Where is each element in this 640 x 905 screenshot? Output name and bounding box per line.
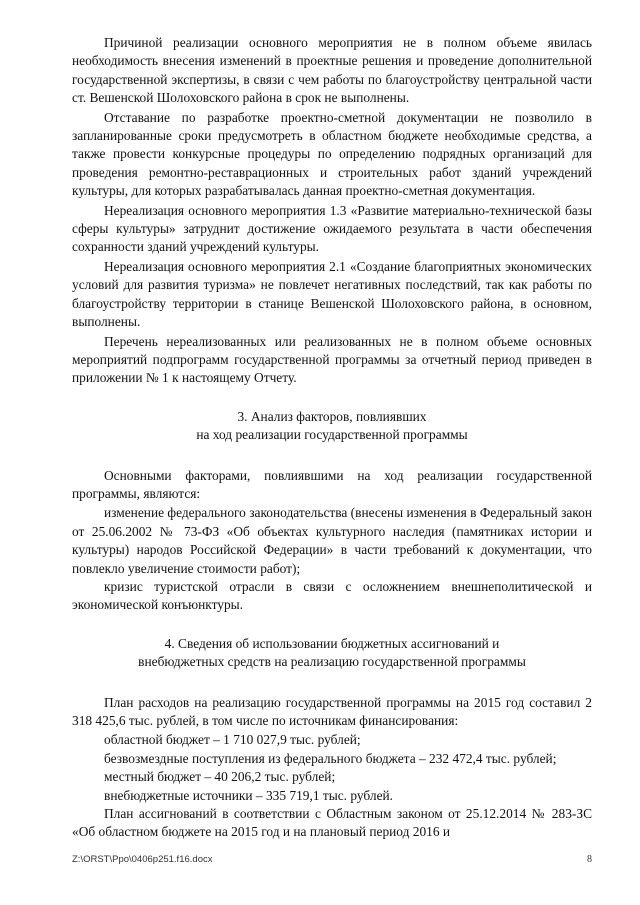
paragraph-measure-1-3: Нереализация основного мероприятия 1.3 «Развитие материально-технической базы сферы культуры» затруднит достижение ожидаемого результата в части обеспечения сохранности зданий учреждений культуры. bbox=[72, 202, 592, 255]
section-4-title-line2: внебюджетных средств на реализацию государственной программы bbox=[138, 654, 526, 670]
section-4-heading bbox=[72, 635, 592, 672]
source-local-budget: местный бюджет – 40 206,2 тыс. рублей; bbox=[104, 769, 336, 785]
footer-file-path: Z:\ORST\Ppo\0406p251.f16.docx bbox=[72, 854, 213, 865]
section-3-heading bbox=[72, 408, 592, 445]
document-page bbox=[72, 34, 592, 843]
section-4-allocation-plan: План ассигнований в соответствии с Областным законом от 25.12.2014 № 283-ЗС «Об областном бюджете на 2015 год и на плановый период 2016 и bbox=[72, 806, 592, 840]
paragraph-delay: Отставание по разработке проектно-сметной документации не позволило в запланированные сроки предусмотреть в областном бюджете необходимые средства, а также провести конкурсные процедуры по определению подрядных организаций для проведения ремонтно-реставрационных и строительных работ зданий учреждений культуры, для которых разрабатывалась данная проектно-сметная документация. bbox=[72, 109, 592, 199]
paragraph-reason: Причиной реализации основного мероприятия не в полном объеме явилась необходимость внесения изменений в проектные решения и проведение дополнительной государственной экспертизы, в связи с чем работы по благоустройству центральной части ст. Вешенской Шолоховского района в срок не выполнены. bbox=[72, 35, 592, 106]
section-3-intro: Основными факторами, повлиявшими на ход реализации государственной программы, являются: bbox=[72, 467, 592, 501]
section-3-title-line1: 3. Анализ факторов, повлиявших bbox=[237, 408, 427, 424]
section-3-factor-2: кризис туристской отрасли в связи с осложнением внешнеполитической и экономической конъюнктуры. bbox=[72, 578, 592, 613]
footer-page-number: 8 bbox=[587, 854, 592, 865]
paragraph-list-reference: Перечень нереализованных или реализованных не в полном объеме основных мероприятий подпрограмм государственной программы за отчетный период приведен в приложении № 1 к настоящему Отчету. bbox=[72, 333, 592, 386]
section-3-factor-1: изменение федерального законодательства (внесены изменения в Федеральный закон от 25.06.2002 № 73-ФЗ «Об объектах культурного наследия (памятниках истории и культуры) народов Российской Федерации» в части требований к документации, что повлекло увеличение стоимости работ); bbox=[72, 505, 593, 576]
paragraph-measure-2-1: Нереализация основного мероприятия 2.1 «Создание благоприятных экономических условий для развития туризма» не повлечет негативных последствий, так как работы по благоустройству территории в станице Вешенской Шолоховского района, в основном, выполнены. bbox=[72, 258, 592, 330]
source-regional-budget: областной бюджет – 1 710 027,9 тыс. рублей; bbox=[104, 732, 361, 748]
section-3-title-line2: на ход реализации государственной программы bbox=[196, 427, 468, 443]
source-federal-transfers: безвозмездные поступления из федерального бюджета – 232 472,4 тыс. рублей; bbox=[104, 750, 557, 766]
section-4-title-line1: 4. Сведения об использовании бюджетных ассигнований и bbox=[164, 635, 500, 651]
section-4-plan: План расходов на реализацию государственной программы на 2015 год составил 2 318 425,6 тыс. рублей, в том числе по источникам финансирования: bbox=[72, 694, 592, 728]
source-extrabudgetary: внебюджетные источники – 335 719,1 тыс. рублей. bbox=[104, 787, 394, 803]
